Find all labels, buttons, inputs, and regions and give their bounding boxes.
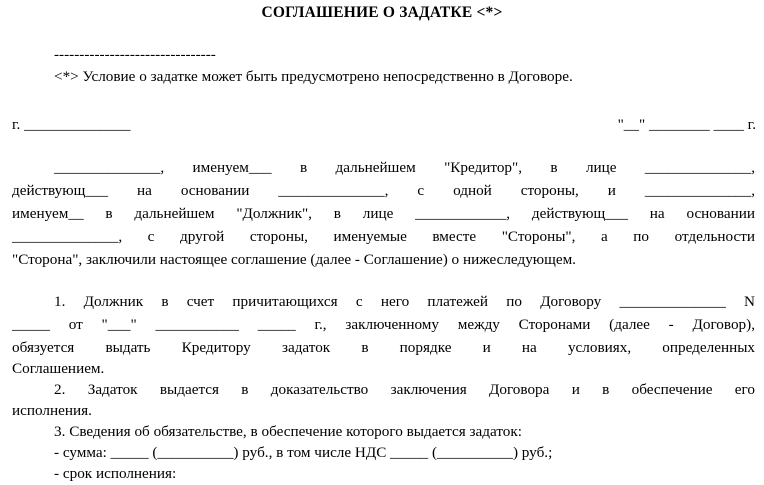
place-line: г. ______________ — [12, 116, 131, 133]
bullet-amount: - сумма: _____ (__________) руб., в том числе НДС _____ (__________) руб.; — [54, 444, 553, 461]
preamble-line-2: действующ___ на основании ______________, с одной стороны, и ______________, — [12, 182, 755, 199]
clause-1-line-2: _____ от "___" ___________ _____ г., заключенному между Сторонами (далее - Договор), — [12, 316, 755, 333]
clause-3-heading: 3. Сведения об обязательстве, в обеспечение которого выдается задаток: — [54, 423, 522, 440]
footnote-text: <*> Условие о задатке может быть предусмотрено непосредственно в Договоре. — [54, 68, 573, 85]
preamble-line-3: именуем__ в дальнейшем "Должник", в лице ____________, действующ___ на основании — [12, 205, 755, 222]
preamble-line-4: ______________, с другой стороны, именуемые вместе "Стороны", а по отдельности — [12, 228, 755, 245]
preamble-line-1: ______________, именуем___ в дальнейшем "Кредитор", в лице ______________, — [54, 159, 755, 176]
clause-1-line-3: обязуется выдать Кредитору задаток в порядке и на условиях, определенных — [12, 339, 755, 356]
clause-1-line-1: 1. Должник в счет причитающихся с него платежей по Договору ______________ N — [54, 293, 755, 310]
bullet-term: - срок исполнения: — [54, 465, 177, 482]
footnote-separator: -------------------------------- — [54, 46, 216, 63]
date-line: "__" ________ ____ г. — [617, 116, 756, 133]
clause-2-line-2: исполнения. — [12, 402, 92, 419]
document-title: СОГЛАШЕНИЕ О ЗАДАТКЕ <*> — [261, 4, 503, 21]
clause-1-line-4: Соглашением. — [12, 360, 105, 377]
clause-2-line-1: 2. Задаток выдается в доказательство заключения Договора и в обеспечение его — [54, 381, 755, 398]
preamble-line-5: "Сторона", заключили настоящее соглашение (далее - Соглашение) о нижеследующем. — [12, 251, 576, 268]
